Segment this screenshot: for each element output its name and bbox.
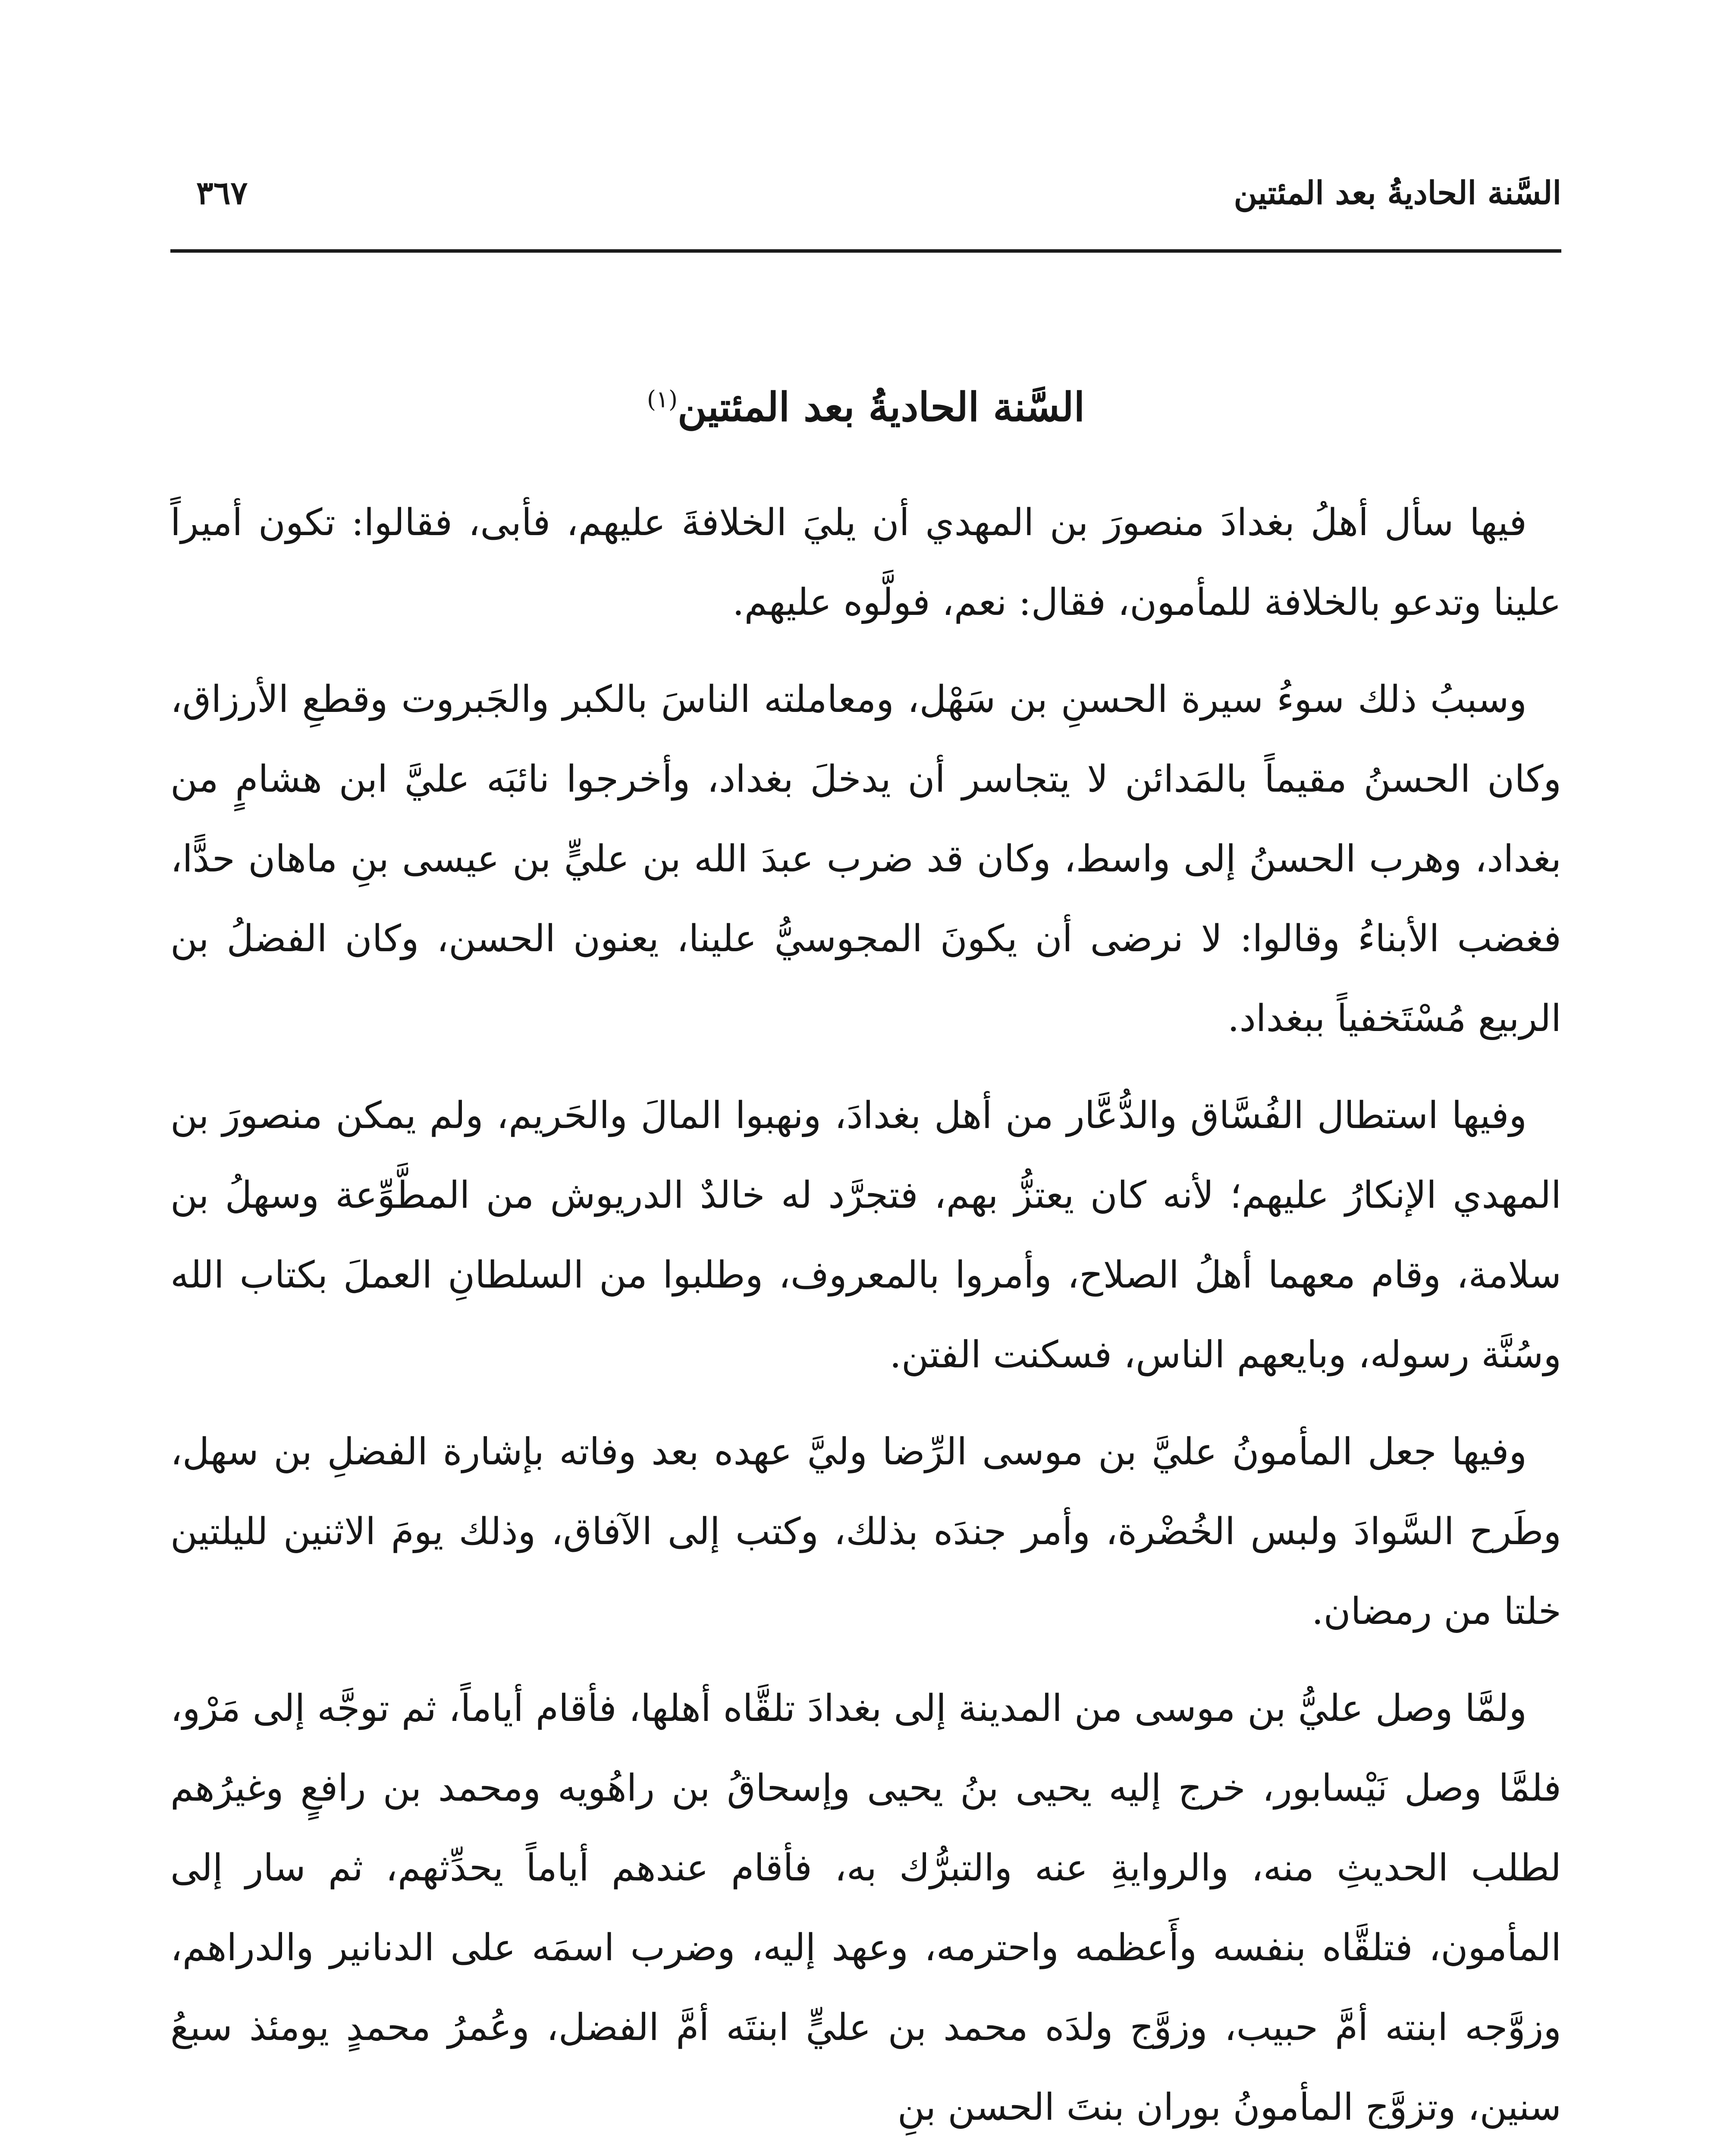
- footnote-reference[interactable]: (١): [647, 385, 678, 413]
- header-rule: [170, 249, 1561, 253]
- paragraph: وفيها استطال الفُسَّاق والدُّعَّار من أهل بغدادَ، ونهبوا المالَ والحَريم، ولم يمكن منصورَ بن المهدي الإنكارُ عليهم؛ لأنه كان يعتزُّ بهم، فتجرَّد له خالدٌ الدريوش من المطَّوِّعة وسهلُ بن سلامة، وقام معهما أهلُ الصلاح، وأمروا بالمعروف، وطلبوا من السلطانِ العملَ بكتاب الله وسُنَّة رسوله، وبايعهم الناس، فسكنت الفتن.: [170, 1094, 1561, 1376]
- body-text: [170, 483, 1561, 2156]
- page-number: ٣٦٧: [196, 175, 248, 212]
- chapter-title: السَّنة الحاديةُ بعد المئتين: [678, 384, 1085, 430]
- running-header: [170, 170, 1561, 226]
- chapter-heading: [170, 384, 1561, 430]
- paragraph: وفيها جعل المأمونُ عليَّ بن موسى الرِّضا وليَّ عهده بعد وفاته بإشارة الفضلِ بن سهل، وطَرح السَّوادَ ولبس الخُضْرة، وأمر جندَه بذلك، وكتب إلى الآفاق، وذلك يومَ الاثنين لليلتين خلتا من رمضان.: [170, 1430, 1561, 1633]
- running-title: السَّنة الحاديةُ بعد المئتين: [1234, 175, 1561, 212]
- paragraph: ولمَّا وصل عليُّ بن موسى من المدينة إلى بغدادَ تلقَّاه أهلها، فأقام أياماً، ثم توجَّه إلى مَرْو، فلمَّا وصل نَيْسابور، خرج إليه يحيى بنُ يحيى وإسحاقُ بن راهُويه ومحمد بن رافعٍ وغيرُهم لطلب الحديثِ منه، والروايةِ عنه والتبرُّك به، فأقام عندهم أياماً يحدِّثهم، ثم سار إلى المأمون، فتلقَّاه بنفسه وأَعظمه واحترمه، وعهد إليه، وضرب اسمَه على الدنانير والدراهم، وزوَّجه ابنته أمَّ حبيب، وزوَّج ولدَه محمد بن عليٍّ ابنتَه أمَّ الفضل، وعُمرُ محمدٍ يومئذ سبعُ سنين، وتزوَّج المأمونُ بوران بنتَ الحسن بنِ: [170, 1687, 1561, 2129]
- paragraph: وسببُ ذلك سوءُ سيرة الحسنِ بن سَهْل، ومعاملته الناسَ بالكبر والجَبروت وقطعِ الأرزاق، وكان الحسنُ مقيماً بالمَدائن لا يتجاسر أن يدخلَ بغداد، وأخرجوا نائبَه عليَّ ابن هشامٍ من بغداد، وهرب الحسنُ إلى واسط، وكان قد ضرب عبدَ الله بن عليٍّ بن عيسى بنِ ماهان حدًّا، فغضب الأبناءُ وقالوا: لا نرضى أن يكونَ المجوسيُّ علينا، يعنون الحسن، وكان الفضلُ بن الربيع مُسْتَخفياً ببغداد.: [170, 678, 1561, 1040]
- paragraph: فيها سأل أهلُ بغدادَ منصورَ بن المهدي أن يليَ الخلافةَ عليهم، فأبى، فقالوا: تكون أميراً علينا وتدعو بالخلافة للمأمون، فقال: نعم، فولَّوه عليهم.: [170, 501, 1561, 624]
